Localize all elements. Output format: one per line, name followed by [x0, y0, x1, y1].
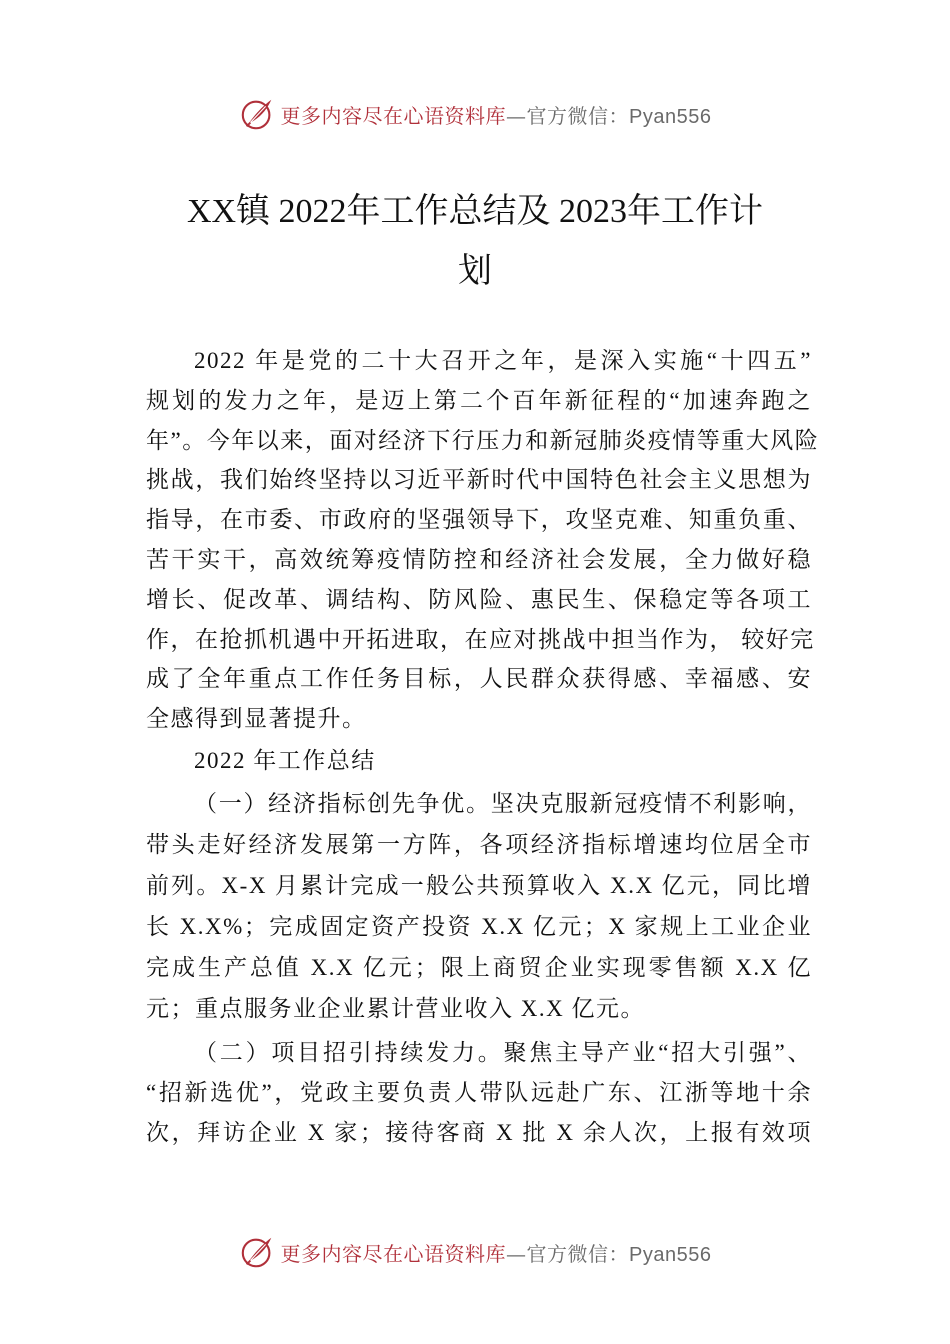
text-line: 增长、促改革、调结构、防风险、惠民生、保稳定等各项工 — [146, 586, 812, 612]
text-line: 带头走好经济发展第一方阵，各项经济指标增速均位居全市 — [146, 831, 812, 857]
text-line: 指导，在市委、市政府的坚强领导下，攻坚克难、知重负重、 — [146, 507, 812, 533]
text-line: 完成生产总值 X.X 亿元；限上商贸企业实现零售额 X.X 亿 — [146, 954, 812, 980]
banner-main-text: 更多内容尽在心语资料库 — [280, 103, 507, 128]
text-line: 成了全年重点工作任务目标，人民群众获得感、幸福感、安 — [146, 666, 812, 692]
document-title — [140, 182, 810, 302]
text-line: 前列。X-X 月累计完成一般公共预算收入 X.X 亿元，同比增 — [146, 872, 812, 898]
section-2-paragraph — [146, 1033, 812, 1153]
text-line: 苦干实干，高效统筹疫情防控和经济社会发展，全力做好稳 — [146, 546, 812, 572]
quill-logo-icon — [239, 1233, 277, 1271]
title-line-2: 划 — [458, 253, 492, 290]
section-heading — [146, 739, 812, 783]
footer-banner — [0, 1232, 950, 1272]
banner-wechat-label: —官方微信： — [506, 1241, 630, 1266]
banner-wechat-id: Pyan556 — [629, 1243, 712, 1266]
text-line: （一）经济指标创先争优。坚决克服新冠疫情不利影响， — [194, 790, 812, 816]
text-line: （二）项目招引持续发力。聚焦主导产业“招大引强”、 — [194, 1039, 812, 1065]
title-line-1: XX镇 2022年工作总结及 2023年工作计 — [186, 193, 764, 230]
text-line: 规划的发力之年，是迈上第二个百年新征程的“加速奔跑之 — [146, 387, 812, 413]
header-banner — [0, 94, 950, 134]
banner-wechat-id: Pyan556 — [629, 105, 712, 128]
banner-main-text: 更多内容尽在心语资料库 — [280, 1241, 507, 1266]
intro-paragraph — [146, 341, 820, 739]
text-line: 长 X.X%；完成固定资产投资 X.X 亿元；X 家规上工业企业 — [146, 913, 812, 939]
section-heading-text: 2022 年工作总结 — [194, 747, 376, 773]
text-line: 次，拜访企业 X 家；接待客商 X 批 X 余人次，上报有效项 — [146, 1119, 812, 1145]
text-line: 挑战，我们始终坚持以习近平新时代中国特色社会主义思想为 — [146, 467, 812, 493]
text-line: 年”。今年以来，面对经济下行压力和新冠肺炎疫情等重大风险 — [146, 427, 820, 453]
text-line: 全感得到显著提升。 — [146, 706, 367, 732]
text-line: 元；重点服务业企业累计营业收入 X.X 亿元。 — [146, 995, 645, 1021]
text-line: “招新选优”，党政主要负责人带队远赴广东、江浙等地十余 — [146, 1079, 812, 1105]
text-line: 2022 年是党的二十大召开之年，是深入实施“十四五” — [194, 348, 812, 373]
section-1-paragraph — [146, 783, 812, 1029]
banner-wechat-label: —官方微信： — [506, 103, 630, 128]
document-body — [146, 341, 820, 1153]
text-line: 作，在抢抓机遇中开拓进取，在应对挑战中担当作为， 较好完 — [146, 626, 815, 652]
quill-logo-icon — [239, 95, 277, 133]
